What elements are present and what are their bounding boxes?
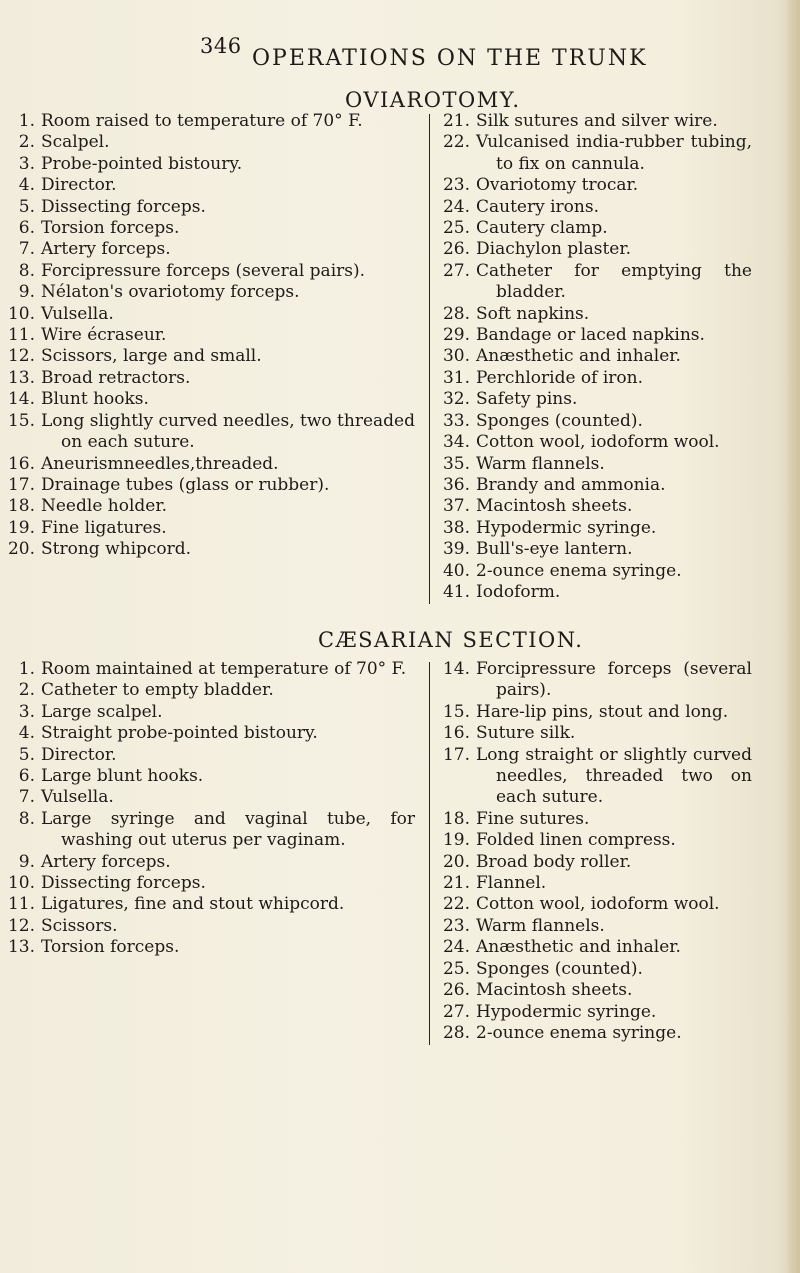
item-number: 8. <box>18 808 35 829</box>
item-text: Bull's-eye lantern. <box>476 539 633 560</box>
list-item <box>5 496 425 517</box>
item-text: Vulsella. <box>41 787 114 808</box>
list-item <box>5 518 425 539</box>
item-text: Broad retractors. <box>41 367 191 388</box>
item-text: Silk sutures and silver wire. <box>476 111 718 131</box>
item-number: 24. <box>442 937 470 958</box>
list-item <box>5 916 425 937</box>
list-item <box>440 959 752 980</box>
list-item <box>440 218 752 239</box>
list-item <box>440 261 752 304</box>
item-number: 40. <box>442 560 470 581</box>
list-item <box>5 411 425 454</box>
item-text: Artery forceps. <box>41 851 171 872</box>
item-number: 18. <box>7 496 35 517</box>
item-text: Wire écraseur. <box>41 325 167 346</box>
item-text: Scalpel. <box>41 132 110 153</box>
list-item <box>5 282 425 303</box>
item-text: Fine sutures. <box>476 808 590 829</box>
list-item <box>5 475 425 496</box>
list-item <box>440 239 752 260</box>
item-number: 1. <box>18 111 35 131</box>
list-item <box>440 518 752 539</box>
list-item <box>5 937 425 958</box>
item-number: 32. <box>442 389 470 410</box>
item-text: Catheter to empty bladder. <box>41 680 274 701</box>
item-number: 19. <box>7 517 35 538</box>
item-text: Macintosh sheets. <box>476 980 633 1001</box>
list-item <box>5 325 425 346</box>
item-text: Room maintained at temperature of 70° F. <box>41 659 407 679</box>
item-text: Cautery irons. <box>476 196 599 217</box>
item-number: 16. <box>7 453 35 474</box>
item-text: Suture silk. <box>476 723 576 744</box>
list-item <box>5 787 425 808</box>
list-item <box>5 680 425 701</box>
item-number: 29. <box>442 325 470 346</box>
ovariotomy-column-divider <box>429 114 430 604</box>
item-text: Nélaton's ovariotomy forceps. <box>41 282 300 303</box>
list-item <box>440 475 752 496</box>
item-number: 11. <box>7 894 35 915</box>
item-text: Folded linen compress. <box>476 830 676 851</box>
item-number: 26. <box>442 239 470 260</box>
ovariotomy-list-right <box>440 111 752 603</box>
list-item <box>5 389 425 410</box>
item-text: Anæsthetic and inhaler. <box>476 346 681 367</box>
item-number: 25. <box>442 958 470 979</box>
item-number: 10. <box>7 873 35 894</box>
item-text: Iodoform. <box>476 581 561 602</box>
caesarian-list-left <box>5 659 425 959</box>
item-number: 26. <box>442 980 470 1001</box>
list-item <box>440 702 752 723</box>
item-number: 2. <box>18 132 35 153</box>
item-number: 1. <box>18 659 35 679</box>
item-number: 19. <box>442 830 470 851</box>
item-number: 21. <box>442 111 470 131</box>
item-number: 10. <box>7 303 35 324</box>
item-text: Artery forceps. <box>41 239 171 260</box>
list-item <box>5 852 425 873</box>
item-text: Aneurismneedles,threaded. <box>41 453 279 474</box>
item-number: 13. <box>7 367 35 388</box>
list-item <box>440 1023 752 1044</box>
item-text: Hare-lip pins, stout and long. <box>476 701 729 722</box>
list-item <box>440 496 752 517</box>
item-text: Cotton wool, iodoform wool. <box>476 894 720 915</box>
page-edge-shadow <box>786 0 800 1273</box>
item-number: 6. <box>18 218 35 239</box>
item-number: 7. <box>18 787 35 808</box>
list-item <box>440 389 752 410</box>
item-text: Dissecting forceps. <box>41 873 206 894</box>
item-text: Torsion forceps. <box>41 937 180 958</box>
item-text: Dissecting forceps. <box>41 196 206 217</box>
list-item <box>440 894 752 915</box>
item-number: 36. <box>442 474 470 495</box>
caesarian-left-column <box>5 659 425 959</box>
item-text: Hypodermic syringe. <box>476 517 657 538</box>
item-text: Sponges (counted). <box>476 410 643 431</box>
list-item <box>5 304 425 325</box>
item-text: Ovariotomy trocar. <box>476 175 639 196</box>
item-number: 9. <box>18 851 35 872</box>
list-item <box>5 368 425 389</box>
item-text: Warm flannels. <box>476 915 605 936</box>
list-item <box>440 304 752 325</box>
item-text: Fine ligatures. <box>41 517 167 538</box>
item-number: 38. <box>442 517 470 538</box>
list-item <box>5 539 425 560</box>
list-item <box>5 702 425 723</box>
item-number: 4. <box>18 723 35 744</box>
list-item <box>440 582 752 603</box>
item-number: 35. <box>442 453 470 474</box>
list-item <box>440 432 752 453</box>
item-number: 6. <box>18 766 35 787</box>
item-text: Bandage or laced napkins. <box>476 325 705 346</box>
item-number: 17. <box>7 474 35 495</box>
item-number: 37. <box>442 496 470 517</box>
list-item <box>5 346 425 367</box>
caesarian-list-right <box>440 659 752 1044</box>
page-number: 346 <box>200 34 242 58</box>
item-text: Scissors. <box>41 915 118 936</box>
item-number: 15. <box>442 701 470 722</box>
list-item <box>5 873 425 894</box>
item-number: 13. <box>7 937 35 958</box>
item-number: 24. <box>442 196 470 217</box>
list-item <box>5 809 425 852</box>
list-item <box>5 894 425 915</box>
list-item <box>440 916 752 937</box>
item-number: 20. <box>7 539 35 560</box>
list-item <box>5 154 425 175</box>
item-number: 31. <box>442 367 470 388</box>
item-text: Sponges (counted). <box>476 958 643 979</box>
list-item <box>440 411 752 432</box>
item-text: Forcipressure forceps (several pairs). <box>41 260 366 281</box>
item-text: Director. <box>41 175 117 196</box>
list-item <box>5 111 425 132</box>
list-item <box>5 197 425 218</box>
item-text: Probe-pointed bistoury. <box>41 153 243 174</box>
list-item <box>440 561 752 582</box>
item-text: Drainage tubes (glass or rubber). <box>41 474 330 495</box>
ovariotomy-list-left <box>5 111 425 561</box>
caesarian-section-title: CÆSARIAN SECTION. <box>318 628 584 652</box>
item-text: Broad body roller. <box>476 851 632 872</box>
list-item <box>440 346 752 367</box>
item-text: Vulcanised india-rubber tubing, to fix on cannula. <box>476 132 752 174</box>
list-item <box>5 175 425 196</box>
item-text: Brandy and ammonia. <box>476 474 666 495</box>
item-text: Long slightly curved needles, two threaded on each suture. <box>41 410 415 453</box>
item-number: 28. <box>442 303 470 324</box>
item-number: 3. <box>18 701 35 722</box>
item-text: Long straight or slightly curved needles, threaded two on each suture. <box>476 744 752 808</box>
item-number: 7. <box>18 239 35 260</box>
ovariotomy-right-column <box>434 111 752 603</box>
item-number: 27. <box>442 1001 470 1022</box>
caesarian-column-divider <box>429 662 430 1045</box>
item-number: 30. <box>442 346 470 367</box>
item-number: 18. <box>442 808 470 829</box>
item-number: 16. <box>442 723 470 744</box>
item-number: 23. <box>442 175 470 196</box>
item-number: 12. <box>7 915 35 936</box>
item-number: 25. <box>442 218 470 239</box>
item-text: Ligatures, fine and stout whipcord. <box>41 894 345 915</box>
list-item <box>440 745 752 809</box>
item-text: Needle holder. <box>41 496 168 517</box>
list-item <box>5 239 425 260</box>
running-title: OPERATIONS ON THE TRUNK <box>252 46 648 71</box>
list-item <box>440 454 752 475</box>
list-item <box>440 659 752 702</box>
item-number: 33. <box>442 410 470 431</box>
list-item <box>5 766 425 787</box>
item-number: 34. <box>442 432 470 453</box>
item-number: 21. <box>442 873 470 894</box>
item-text: Cautery clamp. <box>476 218 608 239</box>
list-item <box>5 132 425 153</box>
item-number: 9. <box>18 282 35 303</box>
ovariotomy-section-title: OVIAROTOMY. <box>345 88 521 112</box>
list-item <box>440 539 752 560</box>
item-text: Diachylon plaster. <box>476 239 632 260</box>
ovariotomy-left-column <box>5 111 425 561</box>
list-item <box>440 723 752 744</box>
item-number: 41. <box>442 581 470 602</box>
item-number: 28. <box>442 1022 470 1043</box>
item-number: 39. <box>442 539 470 560</box>
caesarian-right-column <box>434 659 752 1044</box>
item-number: 17. <box>442 744 470 765</box>
item-number: 5. <box>18 744 35 765</box>
item-text: 2-ounce enema syringe. <box>476 1022 682 1043</box>
list-item <box>440 830 752 851</box>
item-text: Strong whipcord. <box>41 539 192 560</box>
list-item <box>440 197 752 218</box>
item-number: 8. <box>18 260 35 281</box>
item-number: 11. <box>7 325 35 346</box>
item-text: Straight probe-pointed bistoury. <box>41 723 318 744</box>
item-text: Vulsella. <box>41 303 114 324</box>
item-number: 2. <box>18 680 35 701</box>
item-text: Large syringe and vaginal tube, for washing out uterus per vaginam. <box>41 808 415 851</box>
item-text: Room raised to temperature of 70° F. <box>41 111 363 131</box>
item-number: 27. <box>442 260 470 281</box>
item-number: 20. <box>442 851 470 872</box>
item-text: Safety pins. <box>476 389 578 410</box>
item-text: Anæsthetic and inhaler. <box>476 937 681 958</box>
item-text: Director. <box>41 744 117 765</box>
item-text: Blunt hooks. <box>41 389 149 410</box>
list-item <box>440 111 752 132</box>
list-item <box>440 980 752 1001</box>
list-item <box>440 325 752 346</box>
list-item <box>440 132 752 175</box>
list-item <box>440 175 752 196</box>
item-text: Soft napkins. <box>476 303 590 324</box>
list-item <box>5 218 425 239</box>
item-text: Large blunt hooks. <box>41 766 204 787</box>
list-item <box>440 937 752 958</box>
item-number: 14. <box>7 389 35 410</box>
item-text: Scissors, large and small. <box>41 346 262 367</box>
item-number: 23. <box>442 915 470 936</box>
list-item <box>5 723 425 744</box>
list-item <box>440 809 752 830</box>
item-text: Perchloride of iron. <box>476 367 643 388</box>
item-number: 15. <box>7 410 35 431</box>
item-number: 14. <box>442 659 470 679</box>
item-text: Cotton wool, iodoform wool. <box>476 432 720 453</box>
list-item <box>440 1002 752 1023</box>
list-item <box>5 659 425 680</box>
list-item <box>440 852 752 873</box>
item-text: 2-ounce enema syringe. <box>476 560 682 581</box>
item-text: Warm flannels. <box>476 453 605 474</box>
item-number: 12. <box>7 346 35 367</box>
list-item <box>5 261 425 282</box>
item-text: Hypodermic syringe. <box>476 1001 657 1022</box>
item-number: 3. <box>18 153 35 174</box>
item-text: Torsion forceps. <box>41 218 180 239</box>
list-item <box>5 454 425 475</box>
list-item <box>5 745 425 766</box>
item-text: Catheter for emptying the bladder. <box>476 260 752 303</box>
item-text: Flannel. <box>476 873 547 894</box>
list-item <box>440 873 752 894</box>
item-number: 5. <box>18 196 35 217</box>
item-number: 4. <box>18 175 35 196</box>
item-text: Large scalpel. <box>41 701 163 722</box>
item-number: 22. <box>442 894 470 915</box>
item-text: Macintosh sheets. <box>476 496 633 517</box>
item-text: Forcipressure forceps (several pairs). <box>476 659 752 701</box>
item-number: 22. <box>442 132 470 153</box>
list-item <box>440 368 752 389</box>
